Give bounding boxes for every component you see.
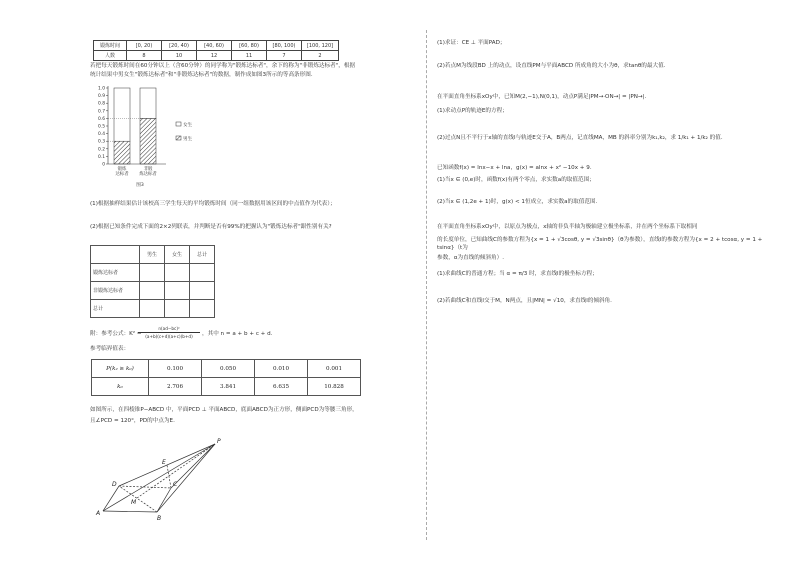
table-cell: 11 [232, 51, 267, 61]
label-d: D [112, 481, 117, 488]
table-cell: P(k₂ ≥ k₀) [92, 360, 149, 378]
table-cell: [100, 120] [302, 41, 339, 51]
right-line: (1)求动点P的轨迹E的方程； [437, 108, 508, 114]
table-cell: k₀ [92, 378, 149, 396]
table-cell: 6.635 [255, 378, 308, 396]
y-tick-label: 0.7 [98, 109, 105, 115]
right-line: (1)求证：CE ⊥ 平面PAD； [437, 40, 506, 46]
table-cell: 12 [197, 51, 232, 61]
table-cell [140, 300, 165, 318]
label-b: B [157, 515, 162, 521]
bar-male [114, 141, 130, 164]
table-cell [91, 246, 140, 264]
table-cell: 人数 [94, 51, 127, 61]
right-line: 在平面直角坐标系xOy中，以原点为极点，x轴的非负半轴为极轴建立极坐标系，并在两个坐标系下取相同 [437, 224, 698, 230]
right-line: 的长度单位，已知曲线C的参数方程为{x = 1 + √3cosθ, y = √3sinθ}（θ为参数），直线l的参数方程为{x = 2 + tcosα, y = 1 + tsinα}（t为 [437, 237, 763, 251]
table-row [91, 300, 215, 318]
table-cell: 总计 [91, 300, 140, 318]
category-label: 非锻 [143, 167, 153, 172]
table-cell: [40, 60) [197, 41, 232, 51]
table-row [91, 264, 215, 282]
edge-dp [119, 444, 215, 486]
table-cell: 3.841 [202, 378, 255, 396]
table-cell: 总计 [190, 246, 215, 264]
table-cell [165, 282, 190, 300]
right-line: 已知函数f(x) = lnx−x + lna，g(x) = alnx + x² −10x + 9. [437, 165, 592, 171]
y-tick-label: 0.2 [98, 147, 105, 153]
table-cell: 锻炼达标者 [91, 264, 140, 282]
formula-numerator: n(ad−bc)² [158, 326, 180, 331]
table-cell: [0, 20) [127, 41, 162, 51]
y-tick-label: 0.5 [98, 124, 105, 130]
bar-female [114, 88, 130, 141]
formula-suffix: ，其中 n = a + b + c + d. [202, 331, 273, 337]
table-row [91, 246, 215, 264]
y-tick-label: 0.8 [98, 101, 105, 107]
category-label: 炼达标者 [139, 172, 157, 177]
edge-ab [103, 511, 157, 512]
label-e: E [162, 459, 166, 466]
table-cell: 锻炼时间 [94, 41, 127, 51]
table-row [91, 282, 215, 300]
table-cell [140, 282, 165, 300]
table-cell: 0.010 [255, 360, 308, 378]
edge-ad [103, 486, 119, 511]
right-line: (2)当x ∈ (1,2e + 1)时，g(x) < 1恒成立，求实数a的取值范围. [437, 199, 598, 205]
intro-line: 统计结果中男女生"锻炼达标者"和"非锻炼达标者"的数据，制作成如图3所示的等高条形图. [90, 72, 313, 78]
category-label: 锻炼 [117, 167, 127, 172]
table-cell: 7 [267, 51, 302, 61]
table-cell: 2 [302, 51, 339, 61]
table-cell: 8 [127, 51, 162, 61]
table-cell [165, 300, 190, 318]
right-line: (1)求曲线C的普通方程；当 α = π/3 时，求直线l的极坐标方程； [437, 271, 598, 277]
table-cell: 0.001 [308, 360, 361, 378]
right-line: (2)若曲线C和直线l交于M，N两点，且|MN| = √10，求直线l的倾斜角. [437, 298, 612, 304]
chart-caption: 图3 [136, 183, 144, 188]
table-cell [140, 264, 165, 282]
label-m: M [131, 499, 137, 506]
table-cell [165, 264, 190, 282]
stacked-bar-chart [92, 84, 202, 204]
y-tick-label: 0 [102, 162, 105, 168]
formula-prefix: 附：参考公式：K² = [90, 331, 142, 337]
bar-female [140, 88, 156, 118]
table-cell: 2.706 [149, 378, 202, 396]
edge-dc [119, 486, 171, 488]
table-row [94, 51, 339, 61]
table-cell: 非锻炼达标者 [91, 282, 140, 300]
right-line: (1)当x ∈ (0,e)时，函数f(x)有两个零点，求实数a的取值范围； [437, 177, 595, 183]
edge-bp [157, 444, 215, 512]
intro-line: 若把每天锻炼时间在60分钟以上（含60分钟）的同学称为"锻炼达标者"，余下的称为"非锻炼达标者"，根据 [90, 63, 356, 69]
table-row [92, 378, 361, 396]
table-cell: [20, 40) [162, 41, 197, 51]
y-tick-label: 0.4 [98, 132, 105, 138]
legend-label-male: 男生 [183, 137, 193, 142]
label-c: C [173, 481, 178, 488]
table-row [92, 360, 361, 378]
table-cell [190, 264, 215, 282]
edge-ap [103, 444, 215, 511]
legend-swatch-female [176, 122, 181, 126]
table-cell: 0.100 [149, 360, 202, 378]
category-label: 达标者 [115, 172, 129, 177]
contingency-table [90, 245, 215, 318]
critical-value-table [91, 359, 361, 396]
table-cell: [80, 100) [267, 41, 302, 51]
column-divider [426, 30, 427, 540]
right-line: (2)过点N且不平行于x轴的直线l与轨迹E交于A，B两点，记直线MA，MB 的斜率分别为k₁,k₂，求 1/k₁ + 1/k₂ 的值. [437, 135, 723, 141]
edge-bc [157, 488, 171, 512]
reference-title: 参考临界值表： [90, 346, 130, 352]
table-row [94, 41, 339, 51]
exercise-time-table [93, 40, 339, 61]
geometry-problem-line: 且∠PCD = 120°，PD的中点为E. [90, 418, 175, 424]
question-1: (1)根据抽样结果估计该校高三学生每天的平均锻炼时间（同一组数据用该区间的中点值作为代表）； [90, 201, 336, 207]
table-cell: 10 [162, 51, 197, 61]
y-tick-label: 0.3 [98, 139, 105, 145]
y-tick-label: 0.1 [98, 154, 105, 160]
bar-male [140, 118, 156, 164]
label-p: P [217, 438, 221, 445]
fraction-bar [138, 332, 200, 333]
right-line: 在平面直角坐标系xOy中，已知M(2,−1),N(0,1)，动点P满足|PM→·ON→| = |PN→|. [437, 94, 647, 100]
table-cell: 女生 [165, 246, 190, 264]
right-line: 参数，α为直线的倾斜角）. [437, 255, 504, 261]
table-cell [190, 300, 215, 318]
label-a: A [96, 510, 101, 517]
y-tick-label: 0.6 [98, 116, 105, 122]
y-tick-label: 1.0 [98, 86, 105, 92]
table-cell: 10.828 [308, 378, 361, 396]
question-2: (2)根据已知条件完成下面的2×2列联表，并判断是否有99%的把握认为"锻炼达标者"跟性别有关? [90, 224, 332, 230]
y-tick-label: 0.9 [98, 94, 105, 100]
segment-ce [167, 465, 171, 488]
table-cell: [60, 80) [232, 41, 267, 51]
pyramid-figure [93, 436, 263, 521]
legend-swatch-male [176, 136, 181, 140]
right-line: (2)若点M为线段BD 上的动点，设直线PM与平面ABCD 所成角的大小为θ，求tanθ的最大值. [437, 63, 666, 69]
geometry-problem-line: 如图所示，在四棱锥P−ABCD 中，平面PCD ⊥ 平面ABCD，底面ABCD为正方形，侧面PCD为等腰三角形， [90, 407, 358, 413]
formula-denominator: (a+b)(c+d)(a+c)(b+d) [145, 334, 193, 339]
table-cell [190, 282, 215, 300]
legend-label-female: 女生 [183, 123, 193, 128]
table-cell: 男生 [140, 246, 165, 264]
table-cell: 0.050 [202, 360, 255, 378]
